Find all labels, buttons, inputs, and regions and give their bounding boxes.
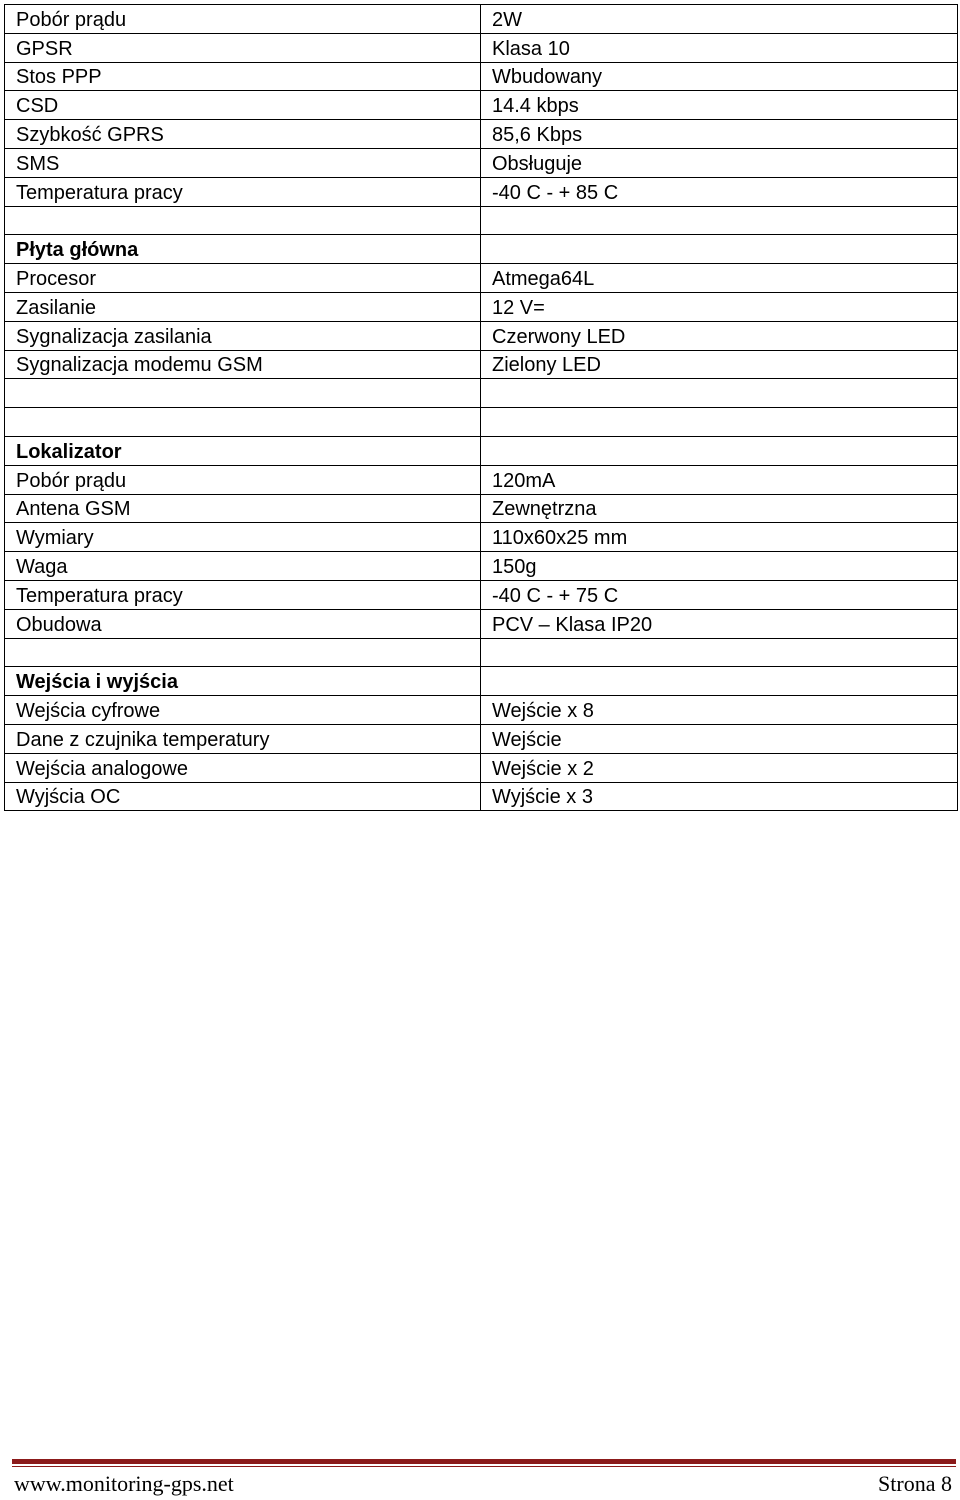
spec-table-body [5, 5, 958, 811]
spec-label: Pobór prądu [5, 5, 481, 34]
spec-label: SMS [5, 148, 481, 177]
spec-value: Zielony LED [481, 350, 958, 379]
spec-value: 2W [481, 5, 958, 34]
spec-value: -40 C - + 85 C [481, 177, 958, 206]
spec-label: Temperatura pracy [5, 580, 481, 609]
spec-value: Atmega64L [481, 264, 958, 293]
spec-value: Klasa 10 [481, 33, 958, 62]
spec-label: Stos PPP [5, 62, 481, 91]
spec-value [481, 235, 958, 264]
spec-value [481, 408, 958, 437]
spec-value: 120mA [481, 465, 958, 494]
spec-label: Zasilanie [5, 292, 481, 321]
spec-value: 110x60x25 mm [481, 523, 958, 552]
spec-row [5, 724, 958, 753]
spec-label: Pobór prądu [5, 465, 481, 494]
spec-label [5, 206, 481, 235]
spec-row [5, 638, 958, 667]
spec-row [5, 120, 958, 149]
spec-value: Wejście x 8 [481, 696, 958, 725]
spec-label: Temperatura pracy [5, 177, 481, 206]
footer-url: www.monitoring-gps.net [14, 1471, 234, 1496]
spec-label [5, 638, 481, 667]
spec-row [5, 465, 958, 494]
spec-value: Wyjście x 3 [481, 782, 958, 811]
spec-label: Dane z czujnika temperatury [5, 724, 481, 753]
spec-row [5, 580, 958, 609]
spec-label: Wejścia cyfrowe [5, 696, 481, 725]
section-heading: Lokalizator [5, 436, 481, 465]
spec-value: Zewnętrzna [481, 494, 958, 523]
spec-row [5, 494, 958, 523]
spec-value: 12 V= [481, 292, 958, 321]
spec-row [5, 321, 958, 350]
section-heading-row [5, 667, 958, 696]
spec-value [481, 379, 958, 408]
spec-label: Antena GSM [5, 494, 481, 523]
spec-value: PCV – Klasa IP20 [481, 609, 958, 638]
spec-row [5, 5, 958, 34]
spec-label: Sygnalizacja zasilania [5, 321, 481, 350]
spec-label [5, 408, 481, 437]
spec-value [481, 667, 958, 696]
spec-value [481, 436, 958, 465]
section-heading-row [5, 235, 958, 264]
spec-value: -40 C - + 75 C [481, 580, 958, 609]
spec-value: Wejście [481, 724, 958, 753]
spec-label: Waga [5, 552, 481, 581]
spec-label: Sygnalizacja modemu GSM [5, 350, 481, 379]
spec-row [5, 148, 958, 177]
section-heading-row [5, 436, 958, 465]
spec-value: 150g [481, 552, 958, 581]
spec-row [5, 552, 958, 581]
footer-rule-thin [12, 1466, 956, 1467]
spec-label: Obudowa [5, 609, 481, 638]
spec-row [5, 753, 958, 782]
spec-row [5, 350, 958, 379]
spec-row [5, 33, 958, 62]
spec-value: 14.4 kbps [481, 91, 958, 120]
spec-label [5, 379, 481, 408]
spec-row [5, 206, 958, 235]
spec-row [5, 609, 958, 638]
spec-value: Wejście x 2 [481, 753, 958, 782]
spec-label: GPSR [5, 33, 481, 62]
spec-value: Czerwony LED [481, 321, 958, 350]
spec-value: Obsługuje [481, 148, 958, 177]
spec-value: Wbudowany [481, 62, 958, 91]
section-heading: Wejścia i wyjścia [5, 667, 481, 696]
spec-row [5, 523, 958, 552]
spec-label: Szybkość GPRS [5, 120, 481, 149]
spec-table [4, 4, 958, 811]
spec-label: Procesor [5, 264, 481, 293]
spec-row [5, 782, 958, 811]
spec-label: Wymiary [5, 523, 481, 552]
spec-value [481, 638, 958, 667]
spec-label: CSD [5, 91, 481, 120]
spec-row [5, 696, 958, 725]
spec-row [5, 379, 958, 408]
spec-value [481, 206, 958, 235]
spec-row [5, 62, 958, 91]
section-heading: Płyta główna [5, 235, 481, 264]
spec-row [5, 408, 958, 437]
spec-row [5, 177, 958, 206]
spec-value: 85,6 Kbps [481, 120, 958, 149]
spec-label: Wyjścia OC [5, 782, 481, 811]
spec-row [5, 264, 958, 293]
spec-row [5, 292, 958, 321]
footer-page-number: Strona 8 [878, 1471, 952, 1496]
footer-rule [12, 1459, 956, 1464]
spec-row [5, 91, 958, 120]
spec-label: Wejścia analogowe [5, 753, 481, 782]
